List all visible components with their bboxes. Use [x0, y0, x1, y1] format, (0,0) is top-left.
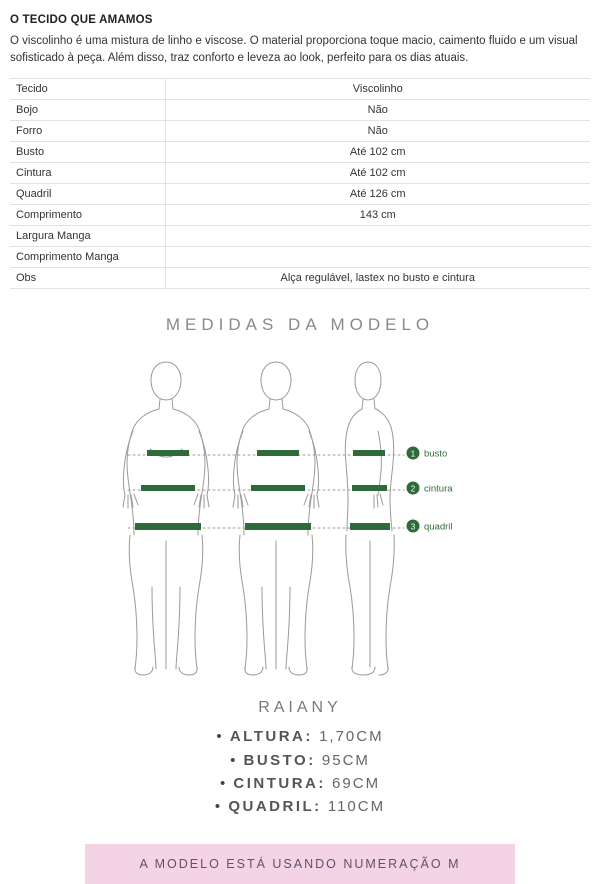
measure-key: ALTURA:	[229, 728, 313, 746]
model-name: RAIANY	[258, 699, 342, 717]
specifications-table	[10, 78, 590, 289]
spec-value	[165, 226, 590, 247]
bullet-icon: •	[216, 728, 224, 746]
spec-value	[165, 247, 590, 268]
svg-text:1: 1	[410, 449, 416, 459]
list-item	[0, 749, 600, 772]
marker-quadril	[407, 520, 453, 533]
list-item	[0, 725, 600, 748]
table-row	[10, 184, 590, 205]
spec-value: Alça regulável, lastex no busto e cintura	[280, 272, 475, 285]
spec-value: Até 102 cm	[349, 146, 406, 159]
model-measures-list	[0, 725, 600, 818]
figure-back	[233, 362, 319, 675]
svg-text:quadril: quadril	[424, 521, 453, 533]
size-banner: A MODELO ESTÁ USANDO NUMERAÇÃO M	[85, 844, 515, 884]
spec-label: Obs	[10, 268, 165, 289]
bullet-icon: •	[230, 751, 238, 769]
intro-paragraph: O viscolinho é uma mistura de linho e viscose. O material proporciona toque macio, caimento fluido e um visual sofisticado à peça. Além disso, traz conforto e leveza ao look, perfeito para os dias atuais.	[10, 35, 578, 64]
svg-text:cintura: cintura	[424, 483, 453, 495]
marker-cintura	[407, 482, 454, 495]
spec-label: Bojo	[10, 100, 165, 121]
table-row	[10, 268, 590, 289]
list-item	[0, 795, 600, 818]
spec-value: Até 126 cm	[349, 188, 406, 201]
spec-value: Não	[367, 104, 388, 117]
measure-value: 69CM	[332, 774, 381, 792]
spec-value: Não	[367, 125, 388, 138]
spec-label: Comprimento Manga	[10, 247, 165, 268]
page-title: O TECIDO QUE AMAMOS	[10, 14, 153, 26]
spec-label: Quadril	[10, 184, 165, 205]
spec-label: Comprimento	[10, 205, 165, 226]
table-row	[10, 100, 590, 121]
spec-label: Tecido	[10, 79, 165, 100]
table-row	[10, 163, 590, 184]
marker-busto	[407, 447, 448, 460]
svg-text:3: 3	[410, 522, 416, 532]
svg-text:busto: busto	[424, 448, 448, 460]
table-row	[10, 79, 590, 100]
svg-text:2: 2	[410, 484, 416, 494]
spec-label: Largura Manga	[10, 226, 165, 247]
figure-front	[123, 362, 209, 675]
measure-key: QUADRIL:	[228, 798, 322, 816]
bullet-icon: •	[214, 798, 223, 816]
table-row	[10, 205, 590, 226]
measurement-bands	[135, 450, 390, 530]
measure-key: BUSTO:	[243, 751, 316, 769]
spec-label: Forro	[10, 121, 165, 142]
measure-value: 95CM	[321, 751, 370, 769]
spec-label: Busto	[10, 142, 165, 163]
spec-value: Até 102 cm	[349, 167, 406, 180]
measure-value: 110CM	[327, 798, 386, 816]
figure-side	[345, 362, 394, 675]
list-item	[0, 772, 600, 795]
spec-value: 143 cm	[359, 209, 396, 222]
bullet-icon: •	[219, 774, 228, 792]
spec-value: Viscolinho	[352, 83, 403, 96]
table-row	[10, 121, 590, 142]
measure-key: CINTURA:	[233, 774, 326, 792]
model-figure-diagram	[0, 345, 600, 695]
spec-label: Cintura	[10, 163, 165, 184]
table-row	[10, 226, 590, 247]
table-row	[10, 142, 590, 163]
measure-value: 1,70CM	[319, 728, 384, 746]
table-row	[10, 247, 590, 268]
model-measurements-title: MEDIDAS DA MODELO	[165, 315, 435, 335]
